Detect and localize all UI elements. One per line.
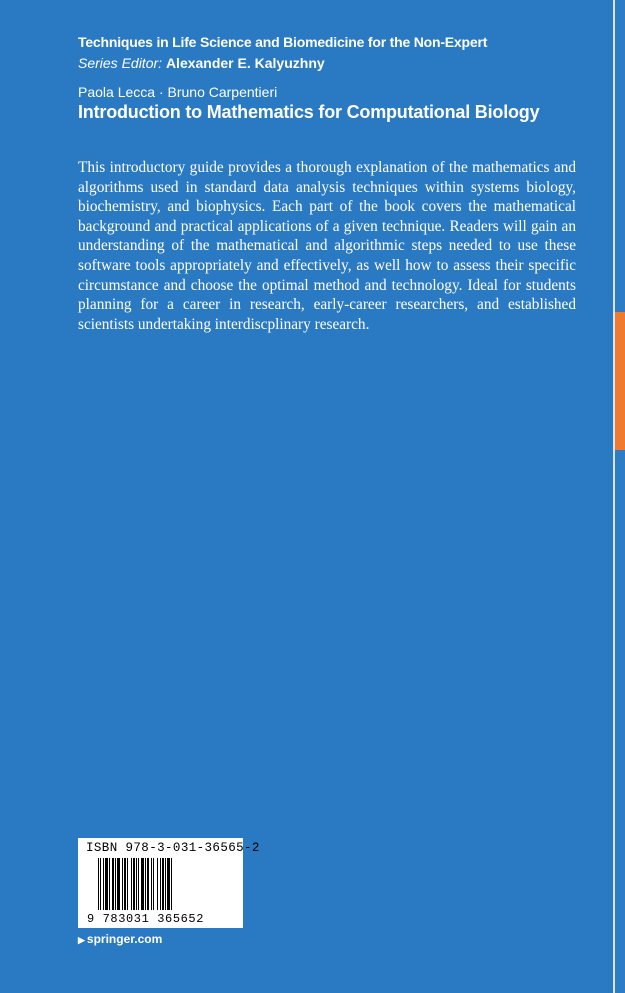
arrow-icon: ▶ bbox=[78, 935, 85, 945]
publisher-url: springer.com bbox=[86, 932, 163, 946]
series-editor-label: Series Editor: bbox=[78, 55, 163, 71]
barcode-bars bbox=[98, 858, 226, 910]
series-editor bbox=[78, 55, 325, 71]
series-editor-name: Alexander E. Kalyuzhny bbox=[165, 55, 325, 71]
series-title: Techniques in Life Science and Biomedicine for the Non-Expert bbox=[78, 34, 488, 50]
spine-edge-line bbox=[613, 0, 615, 993]
spine-blue-band-top bbox=[615, 0, 625, 312]
book-title: Introduction to Mathematics for Computational Biology bbox=[78, 102, 540, 122]
book-description: This introductory guide provides a thorough explanation of the mathematics and algorithms used in standard data analysis techniques within systems biology, biochemistry, and biophysics. Each part of the book covers the mathematical background and practical applications of a given technique. Readers will gain an understanding of the mathematical and algorithmic steps needed to use these software tools appropriately and effectively, as well how to assess their specific circumstance and choose the optimal method and technology. Ideal for students planning for a career in research, early-career researchers, and established scientists undertaking interdiscplinary research. bbox=[78, 159, 576, 333]
isbn-barcode bbox=[78, 838, 260, 928]
publisher-link[interactable] bbox=[78, 932, 162, 946]
barcode-digits: 9 783031 365652 bbox=[87, 912, 205, 926]
book-authors: Paola Lecca · Bruno Carpentieri bbox=[78, 84, 278, 100]
isbn-label: ISBN 978-3-031-36565-2 bbox=[86, 841, 260, 855]
spine-orange-band bbox=[615, 312, 625, 450]
spine-blue-band-bottom bbox=[615, 450, 625, 993]
